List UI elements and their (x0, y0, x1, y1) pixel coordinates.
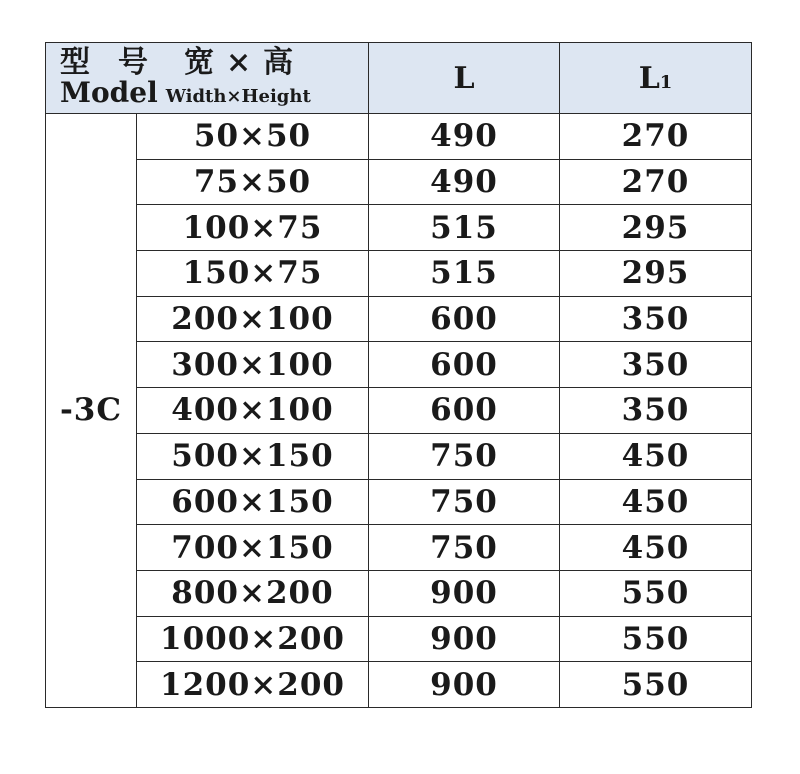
size-cell: 200×100 (137, 296, 369, 342)
header-col-L1 (560, 43, 752, 114)
header-cn-height: 高 (263, 45, 296, 80)
size-cell: 1000×200 (137, 616, 369, 662)
header-cn-width: 宽 (184, 45, 216, 80)
size-cell: 1200×200 (137, 662, 369, 708)
size-cell: 400×100 (137, 388, 369, 434)
L-cell: 750 (369, 433, 560, 479)
L1-cell: 550 (560, 662, 752, 708)
table-row (46, 342, 752, 388)
header-col-L (369, 43, 560, 114)
L-cell: 600 (369, 342, 560, 388)
size-cell: 800×200 (137, 570, 369, 616)
L1-cell: 550 (560, 570, 752, 616)
table-row (46, 525, 752, 571)
L-cell: 490 (369, 159, 560, 205)
L1-cell: 450 (560, 433, 752, 479)
header-chinese-labels (60, 46, 368, 80)
table-row (46, 159, 752, 205)
header-row (46, 43, 752, 114)
size-cell: 50×50 (137, 114, 369, 160)
L-cell: 900 (369, 570, 560, 616)
header-col-L1-label: L (638, 60, 660, 96)
L-cell: 600 (369, 296, 560, 342)
L1-cell: 550 (560, 616, 752, 662)
header-model-label: Model (60, 76, 158, 109)
header-model-size-cell (46, 43, 369, 114)
header-col-L-label: L (453, 60, 475, 96)
header-cn-model-char-2: 号 (118, 45, 150, 80)
table-row (46, 662, 752, 708)
table-row (46, 479, 752, 525)
L1-cell: 295 (560, 205, 752, 251)
L-cell: 900 (369, 616, 560, 662)
size-cell: 100×75 (137, 205, 369, 251)
L-cell: 490 (369, 114, 560, 160)
L-cell: 515 (369, 251, 560, 297)
L1-cell: 350 (560, 296, 752, 342)
size-cell: 500×150 (137, 433, 369, 479)
table-row (46, 433, 752, 479)
header-english-labels (60, 76, 368, 110)
L-cell: 900 (369, 662, 560, 708)
size-cell: 75×50 (137, 159, 369, 205)
L1-cell: 450 (560, 525, 752, 571)
table-row (46, 616, 752, 662)
table-row (46, 251, 752, 297)
spec-table (45, 42, 752, 708)
header-cn-times: × (226, 45, 254, 80)
L1-cell: 270 (560, 114, 752, 160)
header-dims-label: Width×Height (165, 86, 311, 107)
L-cell: 750 (369, 525, 560, 571)
table-row (46, 296, 752, 342)
L1-cell: 350 (560, 342, 752, 388)
L-cell: 750 (369, 479, 560, 525)
L1-cell: 450 (560, 479, 752, 525)
header-cn-model-char-1: 型 (60, 45, 92, 80)
size-cell: 300×100 (137, 342, 369, 388)
L-cell: 600 (369, 388, 560, 434)
table-row (46, 388, 752, 434)
table-body (46, 114, 752, 708)
size-cell: 700×150 (137, 525, 369, 571)
size-cell: 600×150 (137, 479, 369, 525)
L1-cell: 295 (560, 251, 752, 297)
table-row (46, 114, 752, 160)
table-row (46, 205, 752, 251)
model-cell: -3C (46, 114, 137, 708)
L-cell: 515 (369, 205, 560, 251)
table-row (46, 570, 752, 616)
header-col-L1-subscript: 1 (659, 71, 673, 93)
size-cell: 150×75 (137, 251, 369, 297)
L1-cell: 270 (560, 159, 752, 205)
L1-cell: 350 (560, 388, 752, 434)
